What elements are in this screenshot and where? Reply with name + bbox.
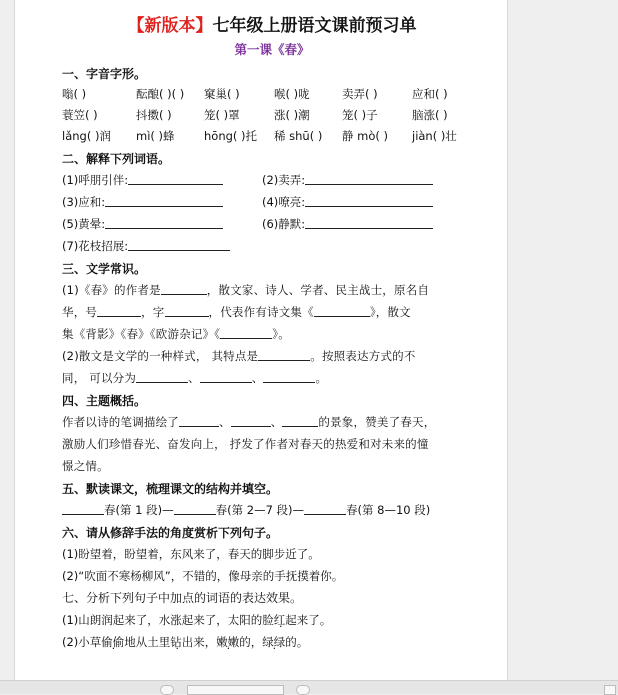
theme-line: 憬之情。 — [62, 459, 109, 473]
text-run: 华，号 — [62, 305, 98, 319]
text-run: 出来， — [181, 635, 217, 649]
pinyin-item: mì( )蜂 — [136, 129, 175, 143]
text-run: 》。 — [272, 327, 290, 341]
text-run: 。按照表达方式的不 — [310, 349, 416, 363]
text-run: 同， 可以分为 — [62, 371, 137, 385]
dotted-word: 偷偷 . — [101, 631, 124, 653]
text-run: ，散文家、诗人、学者、民主战士，原名自 — [206, 283, 430, 297]
pinyin-item: jiàn( )壮 — [412, 129, 457, 143]
text-run: 春(第 1 段)— — [104, 503, 174, 517]
text-run: ，字 — [141, 305, 165, 319]
text-run: 地从土里 — [124, 635, 171, 649]
sentence-item: (1)盼望着，盼望着，东风来了，春天的脚步近了。 — [62, 547, 320, 561]
section-heading-5: 五、默读课文，梳理课文的结构并填空。 — [62, 482, 279, 496]
prev-page-button[interactable] — [160, 685, 174, 695]
definition-label: (7)花枝招展: — [62, 239, 129, 253]
section-heading-6: 六、请从修辞手法的角度赏析下列句子。 — [62, 526, 279, 540]
pinyin-item: 应和( ) — [412, 87, 448, 101]
section-heading-1: 一、字音字形。 — [62, 67, 147, 81]
answer-blank[interactable] — [305, 216, 433, 229]
answer-blank[interactable] — [305, 194, 433, 207]
answer-blank[interactable] — [314, 304, 370, 317]
answer-blank[interactable] — [128, 172, 223, 185]
lesson-subtitle: 第一课《春》 — [234, 42, 310, 57]
text-run: 的。 — [285, 635, 309, 649]
section-heading-7: 七、分析下列句子中加点的词语的表达效果。 — [62, 591, 303, 605]
pinyin-row-3 — [62, 126, 482, 147]
answer-blank[interactable] — [165, 304, 209, 317]
document-content — [62, 14, 482, 653]
text-run: (1)山朗润起来了，水涨起来了，太阳的脸 — [62, 613, 274, 627]
text-run: (2)小草 — [62, 635, 102, 649]
answer-blank[interactable] — [258, 348, 310, 361]
next-page-button[interactable] — [296, 685, 310, 695]
section-heading-4: 四、主题概括。 — [62, 394, 147, 408]
text-run: (1)《春》的作者是 — [62, 283, 161, 297]
text-run: 、 — [251, 371, 264, 385]
text-run: 起来了。 — [285, 613, 332, 627]
pinyin-item: 卖弄( ) — [342, 87, 378, 101]
dotted-word: 钻 . — [170, 631, 182, 653]
literature-line — [62, 323, 482, 345]
page-title — [62, 14, 482, 38]
title-highlight: 【新版本】 — [127, 16, 213, 36]
definition-row — [62, 169, 482, 191]
pinyin-item: 笼( )子 — [342, 108, 378, 122]
answer-blank[interactable] — [231, 414, 271, 427]
dotted-word: 红 . — [274, 609, 286, 631]
theme-line — [62, 411, 482, 433]
text-run: 作者以诗的笔调描绘了 — [62, 415, 179, 429]
pinyin-item: 笼( )罩 — [204, 108, 240, 122]
definition-label: (2)卖弄: — [262, 173, 306, 187]
text-run: 的， — [239, 635, 263, 649]
answer-blank[interactable] — [220, 326, 272, 339]
text-run: 春(第 2—7 段)— — [215, 503, 305, 517]
text-run: (2)散文是文学的一种样式， 其特点是 — [62, 349, 259, 363]
text-run: ，代表作有诗文集《 — [208, 305, 314, 319]
text-run: 、 — [270, 415, 283, 429]
pinyin-item: 窠巢( ) — [204, 87, 240, 101]
text-run: 。 — [315, 371, 328, 385]
pinyin-item: 嗡( ) — [62, 87, 87, 101]
pinyin-item: 静 mò( ) — [342, 129, 389, 143]
pinyin-item: 涨( )潮 — [274, 108, 310, 122]
text-run: 、 — [219, 415, 231, 429]
literature-line — [62, 367, 482, 389]
pinyin-row-2 — [62, 105, 482, 126]
section-heading-3: 三、文学常识。 — [62, 262, 147, 276]
pinyin-item: 酝酿( )( ) — [136, 87, 185, 101]
text-run: 、 — [188, 371, 200, 385]
pinyin-row-1 — [62, 84, 482, 105]
answer-blank[interactable] — [105, 194, 223, 207]
answer-blank[interactable] — [136, 370, 188, 383]
title-text: 七年级上册语文课前预习单 — [212, 16, 417, 36]
answer-blank[interactable] — [62, 502, 104, 515]
pinyin-item: 抖擞( ) — [136, 108, 172, 122]
viewer-background — [506, 0, 618, 680]
definition-row — [62, 235, 482, 257]
document-page — [14, 0, 508, 680]
answer-blank[interactable] — [200, 370, 252, 383]
answer-blank[interactable] — [128, 238, 230, 251]
text-run: 集《背影》《春》《欧游杂记》《 — [62, 327, 221, 341]
definition-label: (6)静默: — [262, 217, 306, 231]
definition-label: (4)嘹亮: — [262, 195, 306, 209]
sentence-item — [62, 609, 482, 631]
definition-row — [62, 191, 482, 213]
definition-label: (1)呼朋引伴: — [62, 173, 129, 187]
pinyin-item: 蓑笠( ) — [62, 108, 98, 122]
text-run: 的景象，赞美了春天， — [318, 415, 436, 429]
definition-label: (5)黄晕: — [62, 217, 106, 231]
definition-label: (3)应和: — [62, 195, 106, 209]
answer-blank[interactable] — [97, 304, 141, 317]
literature-line — [62, 345, 482, 367]
literature-line — [62, 279, 482, 301]
dotted-word: 绿绿 . — [262, 631, 285, 653]
answer-blank[interactable] — [179, 414, 219, 427]
section-heading-2: 二、解释下列词语。 — [62, 152, 171, 166]
structure-line — [62, 499, 482, 521]
theme-line: 激励人们珍惜春光、奋发向上， 抒发了作者对春天的热爱和对未来的憧 — [62, 437, 429, 451]
answer-blank[interactable] — [161, 282, 207, 295]
answer-blank[interactable] — [305, 172, 433, 185]
text-run: 春(第 8—10 段) — [346, 503, 431, 517]
answer-blank[interactable] — [174, 502, 216, 515]
answer-blank[interactable] — [263, 370, 315, 383]
sentence-item — [62, 631, 482, 653]
zoom-control[interactable] — [604, 685, 616, 695]
answer-blank[interactable] — [304, 502, 346, 515]
text-run: 》，散文 — [369, 305, 411, 319]
pinyin-item: 脑涨( ) — [412, 108, 448, 122]
pinyin-item: hōng( )托 — [204, 129, 258, 143]
pinyin-item: lǎng( )润 — [62, 129, 111, 143]
pinyin-item: 喉( )咙 — [274, 87, 310, 101]
answer-blank[interactable] — [282, 414, 318, 427]
sentence-item: (2)“吹面不寒杨柳风”，不错的，像母亲的手抚摸着你。 — [62, 569, 344, 583]
page-number-input[interactable] — [187, 685, 284, 695]
pinyin-item: 稀 shū( ) — [274, 129, 323, 143]
definition-row — [62, 213, 482, 235]
dotted-word: 嫩嫩 . — [216, 631, 239, 653]
literature-line — [62, 301, 482, 323]
answer-blank[interactable] — [105, 216, 223, 229]
